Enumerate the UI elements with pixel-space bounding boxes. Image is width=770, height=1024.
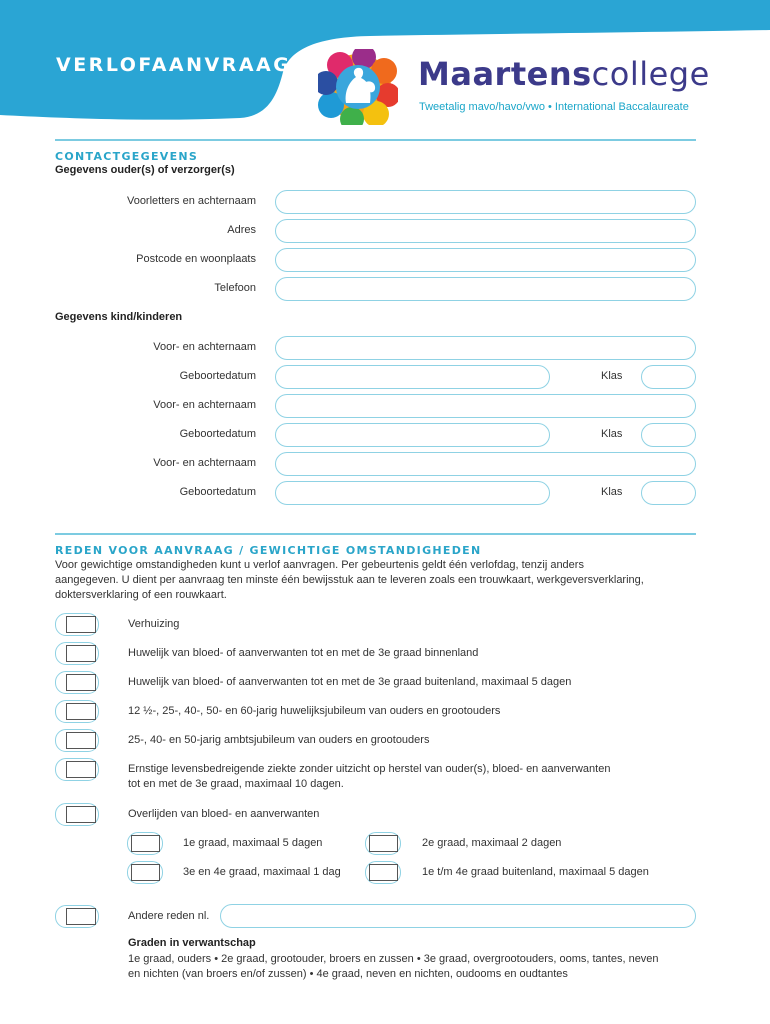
- reason-section-title: REDEN VOOR AANVRAAG / GEWICHTIGE OMSTANDIGHEDEN: [55, 544, 482, 557]
- child-dob-label: Geboortedatum: [179, 486, 256, 498]
- postcode-city-label: Postcode en woonplaats: [136, 253, 256, 265]
- children-heading: Gegevens kind/kinderen: [55, 311, 183, 323]
- college-logo-icon: [318, 49, 398, 125]
- checkbox-death-3rd-4th-degree[interactable]: [127, 861, 163, 884]
- child-name-field[interactable]: [275, 452, 696, 476]
- suboption-label: 2e graad, maximaal 2 dagen: [422, 837, 562, 849]
- degrees-heading: Graden in verwantschap: [128, 937, 256, 949]
- other-reason-field[interactable]: [220, 904, 696, 928]
- option-label: Verhuizing: [128, 618, 180, 630]
- option-label: Huwelijk van bloed- of aanverwanten tot en met de 3e graad binnenland: [128, 647, 479, 659]
- checkbox-other-reason[interactable]: [55, 905, 99, 928]
- checkbox-death[interactable]: [55, 803, 99, 826]
- address-label: Adres: [227, 224, 256, 236]
- other-reason-label: Andere reden nl.: [128, 910, 210, 922]
- child-class-field[interactable]: [641, 365, 696, 389]
- section-divider: [55, 533, 696, 535]
- child-class-label: Klas: [601, 486, 623, 498]
- child-name-label: Voor- en achternaam: [153, 341, 256, 353]
- child-dob-label: Geboortedatum: [179, 428, 256, 440]
- option-label: 12 ½-, 25-, 40-, 50- en 60-jarig huwelijksjubileum van ouders en grootouders: [128, 705, 501, 717]
- contact-section-title: CONTACTGEGEVENS: [55, 150, 199, 163]
- suboption-label: 3e en 4e graad, maximaal 1 dag: [183, 866, 341, 878]
- checkbox-wedding-abroad[interactable]: [55, 671, 99, 694]
- option-label: Huwelijk van bloed- of aanverwanten tot en met de 3e graad buitenland, maximaal 5 dagen: [128, 676, 572, 688]
- child-name-label: Voor- en achternaam: [153, 399, 256, 411]
- suboption-label: 1e graad, maximaal 5 dagen: [183, 837, 323, 849]
- child-dob-field[interactable]: [275, 365, 550, 389]
- reason-intro-line: Voor gewichtige omstandigheden kunt u verlof aanvragen. Per gebeurtenis geldt één verlofdag, tenzij anders: [55, 559, 584, 571]
- phone-field[interactable]: [275, 277, 696, 301]
- checkbox-death-abroad[interactable]: [365, 861, 401, 884]
- reason-intro-line: doktersverklaring of een rouwkaart.: [55, 589, 227, 601]
- child-name-field[interactable]: [275, 336, 696, 360]
- child-dob-label: Geboortedatum: [179, 370, 256, 382]
- postcode-city-field[interactable]: [275, 248, 696, 272]
- form-title: VERLOFAANVRAAG: [56, 54, 292, 76]
- reason-intro-line: aangegeven. U dient per aanvraag ten minste één bewijsstuk aan te leveren zoals een trouwkaart, werkgeversverklaring,: [55, 574, 644, 586]
- option-label: 25-, 40- en 50-jarig ambtsjubileum van ouders en grootouders: [128, 734, 430, 746]
- brand-name: Maartenscollege: [418, 55, 710, 93]
- parents-heading: Gegevens ouder(s) of verzorger(s): [55, 164, 235, 176]
- brand-tagline: Tweetalig mavo/havo/vwo • International Baccalaureate: [419, 101, 689, 113]
- parent-name-field[interactable]: [275, 190, 696, 214]
- checkbox-work-jubilee[interactable]: [55, 729, 99, 752]
- checkbox-serious-illness[interactable]: [55, 758, 99, 781]
- child-dob-field[interactable]: [275, 481, 550, 505]
- suboption-label: 1e t/m 4e graad buitenland, maximaal 5 dagen: [422, 866, 649, 878]
- checkbox-death-1st-degree[interactable]: [127, 832, 163, 855]
- degrees-line: en nichten (van broers en/of zussen) • 4e graad, neven en nichten, oudooms en oudtantes: [128, 968, 568, 980]
- child-name-field[interactable]: [275, 394, 696, 418]
- checkbox-moving[interactable]: [55, 613, 99, 636]
- option-label-line: tot en met de 3e graad, maximaal 10 dagen.: [128, 778, 344, 790]
- checkbox-wedding-domestic[interactable]: [55, 642, 99, 665]
- parent-name-label: Voorletters en achternaam: [126, 195, 256, 207]
- illness-option-label: [128, 762, 610, 792]
- section-divider: [55, 139, 696, 141]
- child-class-field[interactable]: [641, 423, 696, 447]
- option-label-line: Ernstige levensbedreigende ziekte zonder uitzicht op herstel van ouder(s), bloed- en aanverwanten: [128, 763, 611, 775]
- phone-label: Telefoon: [214, 282, 256, 294]
- child-dob-field[interactable]: [275, 423, 550, 447]
- degrees-text: [128, 952, 659, 982]
- option-label: Overlijden van bloed- en aanverwanten: [128, 808, 320, 820]
- checkbox-death-2nd-degree[interactable]: [365, 832, 401, 855]
- address-field[interactable]: [275, 219, 696, 243]
- checkbox-wedding-jubilee[interactable]: [55, 700, 99, 723]
- child-class-label: Klas: [601, 370, 623, 382]
- child-class-field[interactable]: [641, 481, 696, 505]
- child-name-label: Voor- en achternaam: [153, 457, 256, 469]
- child-class-label: Klas: [601, 428, 623, 440]
- degrees-line: 1e graad, ouders • 2e graad, grootouder, broers en zussen • 3e graad, overgrootouders, ooms, tantes, neven: [128, 953, 659, 965]
- reason-intro: [55, 558, 644, 603]
